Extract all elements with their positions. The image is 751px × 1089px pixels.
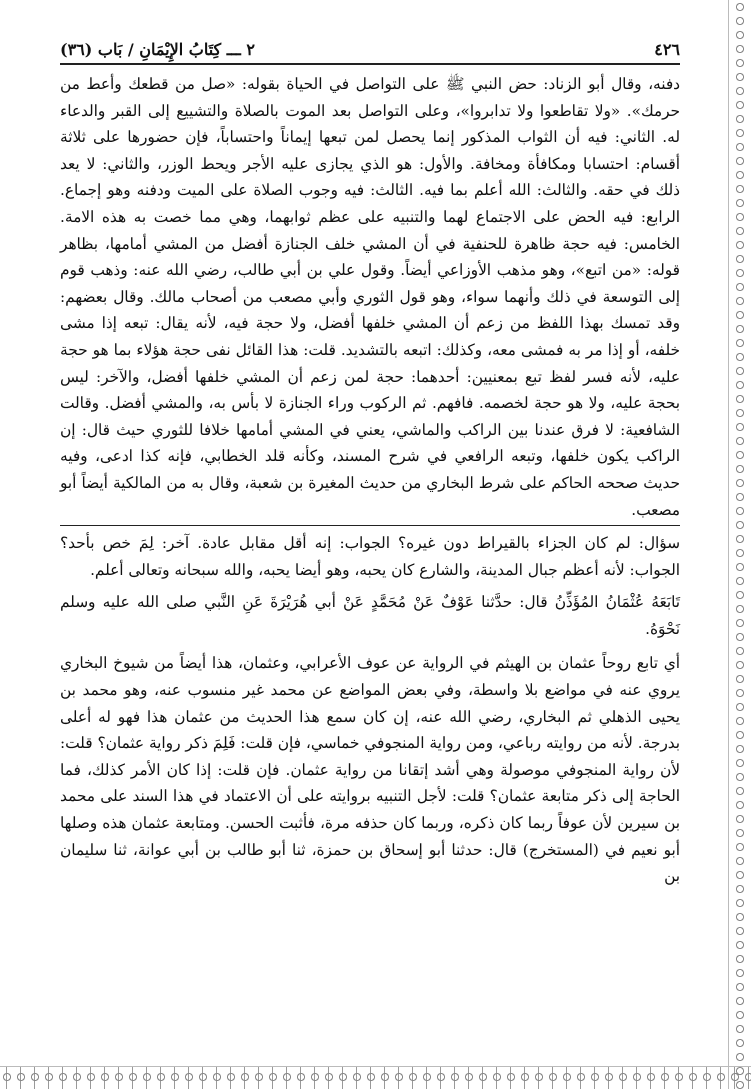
- page-border-right: [728, 0, 751, 1089]
- page-border-bottom: [0, 1066, 751, 1089]
- book-page: [60, 40, 680, 890]
- paragraph-commentary: دفنه، وقال أبو الزناد: حض النبي ﷺ على التواصل في الحياة بقوله: «صل من قطعك وأعط من حرمك». «ولا تقاطعوا ولا تدابروا»، وعلى التواصل بعد الموت بالصلاة والتشييع إلى القبر والدعاء له. الثاني: فيه أن الثواب المذكور إنما يحصل لمن تبعها إيماناً واحتساباً، فإن حضورها على ثلاثة أقسام: احتسابا ومكافأة ومخافة. والأول: هو الذي يجازى عليه الأجر ويحط الوزر، والثاني: لا يعد ذلك في حقه. والثالث: الله أعلم بما فيه. الثالث: فيه وجوب الصلاة على الميت ودفنه وهو إجماع. الرابع: فيه الحض على الاجتماع لهما والتنبيه على عظم ثوابهما، وهي مما خصت به هذه الامة. الخامس: فيه حجة ظاهرة للحنفية في أن المشي خلف الجنازة أفضل من المشي أمامها، بظاهر قوله: «من اتبع»، وهو مذهب الأوزاعي أيضاً. وقول علي بن أبي طالب، رضي الله عنه: وذهب قوم إلى التوسعة في ذلك وأنهما سواء، وهو قول الثوري وأبي مصعب من أصحاب مالك. وقال بعضهم: وقد تمسك بهذا اللفظ من زعم أن المشي خلفها أفضل، ولا حجة فيه، لأنه يقال: تبعه إذا مشى خلفه، أو إذا مر به فمشى معه، وكذلك: اتبعه بالتشديد. قلت: هذا القائل نفى حجة هؤلاء بما هو حجة عليه، لأنه فسر لفظ تبع بمعنيين: أحدهما: حجة لمن زعم أن المشي خلفها أفضل، والآخر: ليس بحجة عليه، ولا هو حجة لخصمه. فافهم. ثم الركوب وراء الجنازة لا بأس به، والمشي أفضل. وقالت الشافعية: لا فرق عندنا بين الراكب والماشي، يعني في المشي أمامها خلافا للثوري حيث قال: إن الراكب يكون خلفها، وتبعه الرافعي في شرح المسند، وكأنه قلد الخطابي، فإنه كذا ادعى، وفيه حديث صححه الحاكم على شرط البخاري من حديث المغيرة بن شعبة، وقال به من المالكية أيضاً أبو مصعب.: [60, 75, 680, 519]
- paragraph-hadith: تَابَعَهُ عُثْمَانُ المُؤَذِّنُ قال: حدَّثنا عَوْفٌ عَنْ مُحَمَّدٍ عَنْ أبي هُرَيْرَةَ عَنِ النَّبي صلى الله عليه وسلم نَحْوَهُ.: [60, 593, 680, 638]
- section-divider: [60, 525, 680, 526]
- running-title: ٢ ـــ كِتَابُ الإِيْمَانِ / بَاب (٣٦): [60, 40, 255, 59]
- page-number: ٤٢٦: [654, 40, 680, 59]
- page-header: [60, 40, 680, 65]
- paragraph-question: سؤال: لم كان الجزاء بالقيراط دون غيره؟ الجواب: إنه أقل مقابل عادة. آخر: لِمَ خص بأحد؟ الجواب: لأنه أعظم جبال المدينة، والشارع كان يحبه، وهو أيضا يحبه، والله سبحانه وتعالى أعلم.: [60, 534, 680, 579]
- paragraph-explanation: أي تابع روحاً عثمان بن الهيثم في الرواية عن عوف الأعرابي، وعثمان، هذا أيضاً من شيوخ البخاري يروي عنه في مواضع بلا واسطة، وفي بعض المواضع عن محمد غير منسوب عنه، وهو محمد بن يحيى الذهلي ثم البخاري، رضي الله عنه، إن كان سمع هذا الحديث من عثمان هذا فهو له أعلى بدرجة. لأنه من روايته رباعي، ومن رواية المنجوفي خماسي، فإن قلت: فَلِمَ ذكر رواية عثمان؟ قلت: لأن رواية المنجوفي موصولة وهي أشد إتقانا من رواية عثمان. فإن قلت: إذا كان الأمر كذلك، فما الحاجة إلى ذكر متابعة عثمان؟ قلت: لأجل التنبيه بروايته على أن الاعتماد في هذا السند على محمد بن سيرين لأن عوفاً ربما كان ذكره، وربما كان حذفه مرة، فأثبت الحسن. ومتابعة عثمان هذه وصلها أبو نعيم في (المستخرج) قال: حدثنا أبو إسحاق بن حمزة، ثنا أبو طالب بن أبي عوانة، ثنا سليمان بن: [60, 654, 680, 886]
